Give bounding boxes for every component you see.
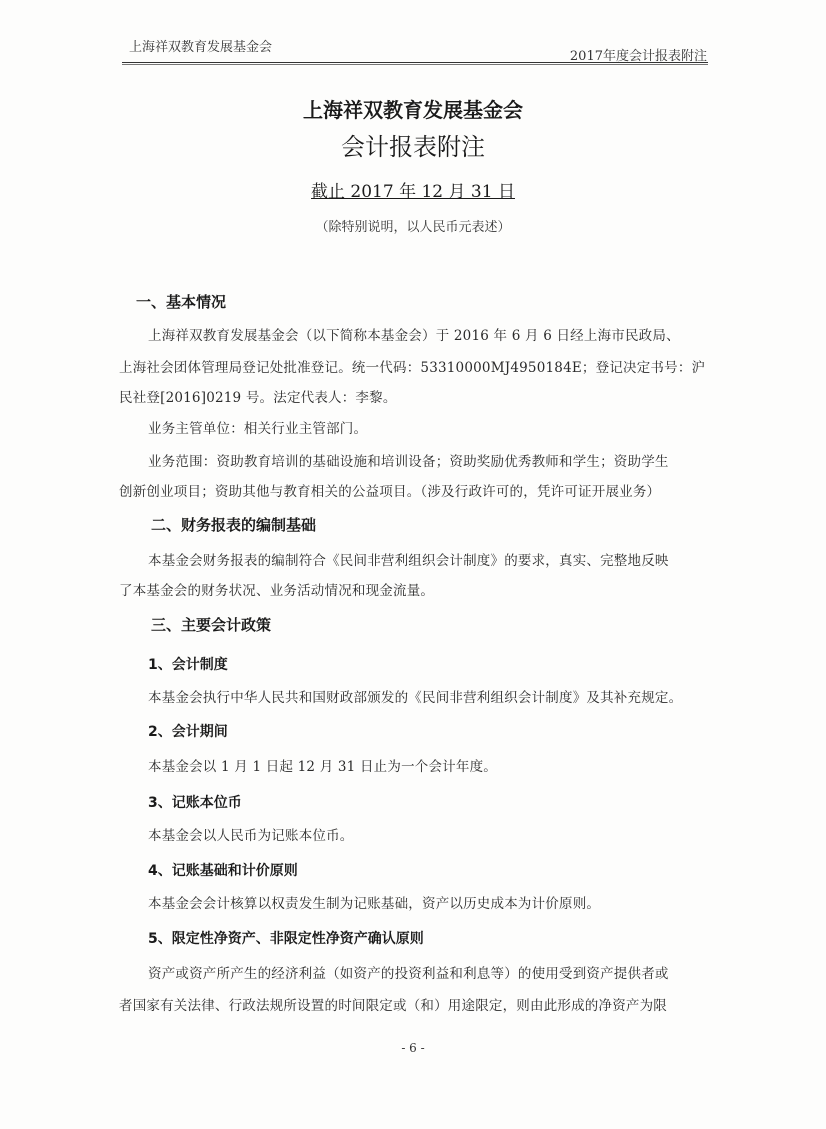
section-3-heading: 三、主要会计政策 (151, 616, 272, 634)
section-2-heading: 二、财务报表的编制基础 (151, 516, 317, 534)
document-currency-note: （除特别说明，以人民币元表述） (315, 220, 511, 235)
section-1-para-1-line-2: 上海社会团体管理局登记处批准登记。统一代码：53310000MJ4950184E；登记决定书号：沪 (119, 360, 706, 376)
header-org-name: 上海祥双教育发展基金会 (129, 40, 273, 55)
header-rule (122, 62, 708, 63)
subsection-4-heading: 4、记账基础和计价原则 (148, 863, 298, 879)
section-2-para-line-2: 了本基金会的财务状况、业务活动情况和现金流量。 (119, 583, 435, 599)
page-number: - 6 - (401, 1041, 425, 1055)
header-report-title: 2017年度会计报表附注 (569, 49, 707, 64)
section-1-para-1-line-1: 上海祥双教育发展基金会（以下简称本基金会）于 2016 年 6 月 6 日经上海市民政局、 (148, 328, 680, 344)
subsection-5-heading: 5、限定性净资产、非限定性净资产确认原则 (148, 931, 424, 947)
section-1-heading: 一、基本情况 (136, 293, 227, 311)
header-rule-thin (122, 64, 708, 65)
document-org-title: 上海祥双教育发展基金会 (303, 98, 523, 122)
subsection-5-text-line-1: 资产或资产所产生的经济利益（如资产的投资利益和利息等）的使用受到资产提供者或 (148, 966, 669, 982)
subsection-2-text: 本基金会以 1 月 1 日起 12 月 31 日止为一个会计年度。 (148, 759, 497, 775)
document-date: 截止 2017 年 12 月 31 日 (311, 182, 515, 202)
section-1-para-1-line-3: 民社登[2016]0219 号。法定代表人：李黎。 (119, 390, 397, 406)
section-1-para-2: 业务主管单位：相关行业主管部门。 (148, 421, 368, 437)
section-1-para-3-line-1: 业务范围：资助教育培训的基础设施和培训设备；资助奖励优秀教师和学生；资助学生 (148, 454, 669, 470)
subsection-1-text: 本基金会执行中华人民共和国财政部颁发的《民间非营利组织会计制度》及其补充规定。 (148, 690, 683, 706)
section-1-para-3-line-2: 创新创业项目；资助其他与教育相关的公益项目。（涉及行政许可的，凭许可证开展业务） (119, 484, 661, 500)
subsection-2-heading: 2、会计期间 (148, 724, 228, 740)
subsection-3-text: 本基金会以人民币为记账本位币。 (148, 828, 354, 844)
section-2-para-line-1: 本基金会财务报表的编制符合《民间非营利组织会计制度》的要求，真实、完整地反映 (148, 553, 669, 569)
subsection-5-text-line-2: 者国家有关法律、行政法规所设置的时间限定或（和）用途限定，则由此形成的净资产为限 (119, 998, 667, 1014)
document-title: 会计报表附注 (341, 133, 485, 161)
subsection-3-heading: 3、记账本位币 (148, 795, 242, 811)
subsection-4-text: 本基金会会计核算以权责发生制为记账基础，资产以历史成本为计价原则。 (148, 896, 601, 912)
subsection-1-heading: 1、会计制度 (148, 657, 228, 673)
